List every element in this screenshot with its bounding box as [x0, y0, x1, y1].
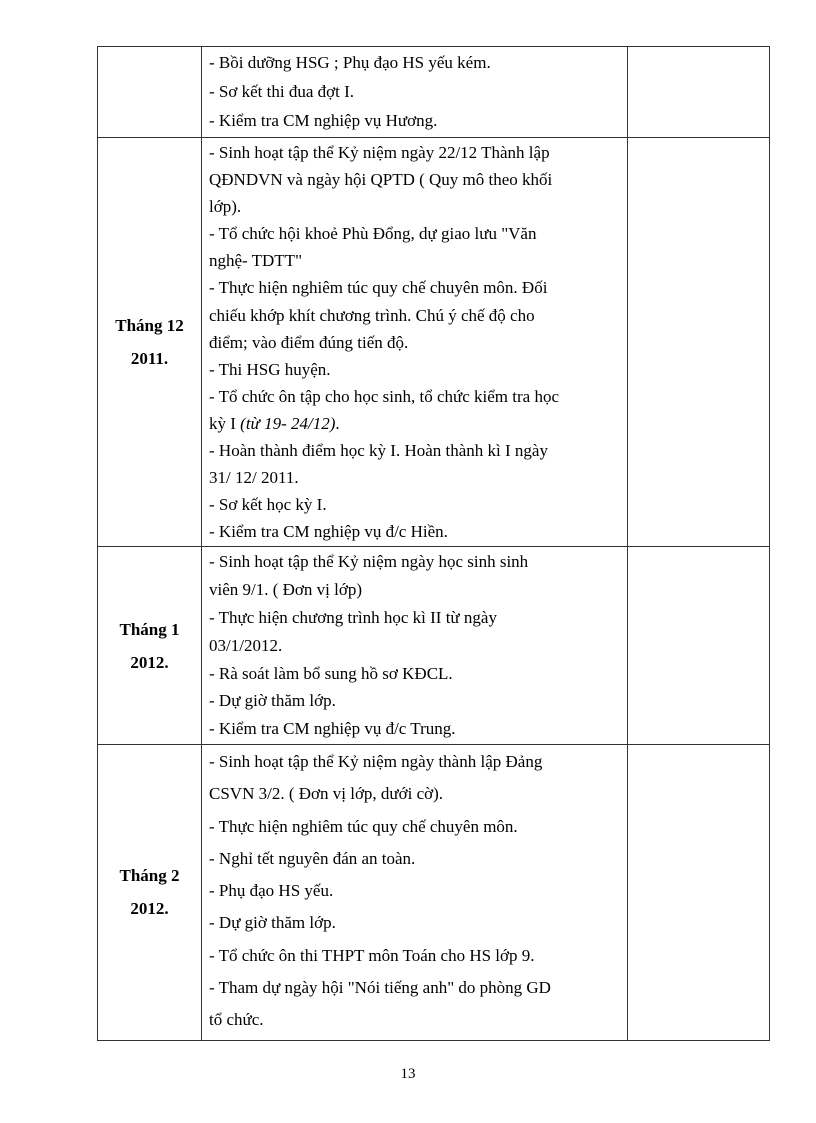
activity-line: - Sơ kết thi đua đợt I. — [209, 82, 354, 101]
activity-line — [209, 410, 620, 437]
activity-line: - Tổ chức hội khoẻ Phù Đổng, dự giao lưu "Văn — [209, 224, 537, 244]
activity-line: 31/ 12/ 2011. — [209, 468, 299, 488]
activity-line: - Tổ chức ôn tập cho học sinh, tổ chức kiểm tra học — [209, 386, 559, 406]
activity-line: - Tổ chức ôn thi THPT môn Toán cho HS lớp 9. — [209, 945, 535, 965]
month-cell — [98, 47, 202, 138]
notes-cell — [628, 47, 770, 138]
month-label: Tháng 1 — [119, 619, 180, 639]
month-label: Tháng 12 — [115, 316, 184, 336]
activity-line: QĐNDVN và ngày hội QPTD ( Quy mô theo khối — [209, 170, 553, 190]
month-cell — [98, 744, 202, 1040]
table-row — [98, 547, 770, 745]
activity-line: - Dự giờ thăm lớp. — [209, 691, 336, 711]
activity-line: - Kiểm tra CM nghiệp vụ đ/c Trung. — [209, 719, 456, 739]
activity-line: nghệ- TDTT" — [209, 251, 303, 271]
month-cell — [98, 547, 202, 745]
table-row — [98, 744, 770, 1040]
activity-line: - Phụ đạo HS yếu. — [209, 881, 334, 901]
activities-cell — [202, 744, 628, 1040]
notes-cell — [628, 744, 770, 1040]
activity-line: - Tham dự ngày hội "Nói tiếng anh" do phòng GD — [209, 978, 551, 998]
activity-line: - Kiểm tra CM nghiệp vụ Hương. — [209, 111, 438, 130]
activity-line: - Sinh hoạt tập thể Kỷ niệm ngày thành lập Đảng — [209, 751, 543, 771]
activity-line: 03/1/2012. — [209, 635, 283, 655]
notes-cell — [628, 138, 770, 547]
year-label: 2011. — [130, 349, 169, 369]
activity-line: - Thực hiện nghiêm túc quy chế chuyên môn. Đối — [209, 278, 548, 298]
activities-cell — [202, 138, 628, 547]
activity-line: - Thực hiện chương trình học kì II từ ngày — [209, 608, 497, 627]
activity-line: điểm; vào điểm đúng tiến độ. — [209, 332, 409, 352]
activity-line: - Bồi dưỡng HSG ; Phụ đạo HS yếu kém. — [209, 53, 491, 72]
activity-line: - Sơ kết học kỳ I. — [209, 495, 327, 515]
date-range: (từ 19- 24/12) — [240, 413, 336, 433]
activities-cell — [202, 47, 628, 138]
activity-line: - Nghỉ tết nguyên đán an toàn. — [209, 848, 416, 868]
activity-line: - Sinh hoạt tập thể Kỷ niệm ngày 22/12 Thành lập — [209, 143, 550, 162]
period: . — [335, 413, 340, 433]
activity-line: - Thực hiện nghiêm túc quy chế chuyên môn. — [209, 816, 518, 836]
activities-cell — [202, 547, 628, 745]
table-row — [98, 47, 770, 138]
month-cell — [98, 138, 202, 547]
year-label: 2012. — [130, 899, 169, 919]
activity-line: - Dự giờ thăm lớp. — [209, 913, 336, 933]
activity-line: - Rà soát làm bổ sung hồ sơ KĐCL. — [209, 663, 453, 683]
month-label: Tháng 2 — [119, 866, 180, 886]
activity-line: chiếu khớp khít chương trình. Chú ý chế độ cho — [209, 305, 535, 325]
activity-line: - Thi HSG huyện. — [209, 359, 331, 379]
activity-line: - Kiểm tra CM nghiệp vụ đ/c Hiền. — [209, 522, 448, 542]
table-row — [98, 138, 770, 547]
activity-line: - Hoàn thành điểm học kỳ I. Hoàn thành kì I ngày — [209, 441, 548, 461]
activity-line: viên 9/1. ( Đơn vị lớp) — [209, 580, 363, 600]
activity-line: - Sinh hoạt tập thể Kỷ niệm ngày học sinh sinh — [209, 552, 529, 572]
plan-table — [97, 46, 770, 1041]
activity-text: kỳ I — [209, 413, 236, 433]
activity-line: tổ chức. — [209, 1010, 264, 1030]
notes-cell — [628, 547, 770, 745]
page-number: 13 — [400, 1066, 416, 1082]
activity-line: lớp). — [209, 197, 242, 217]
year-label: 2012. — [130, 652, 169, 672]
activity-line: CSVN 3/2. ( Đơn vị lớp, dưới cờ). — [209, 784, 444, 804]
